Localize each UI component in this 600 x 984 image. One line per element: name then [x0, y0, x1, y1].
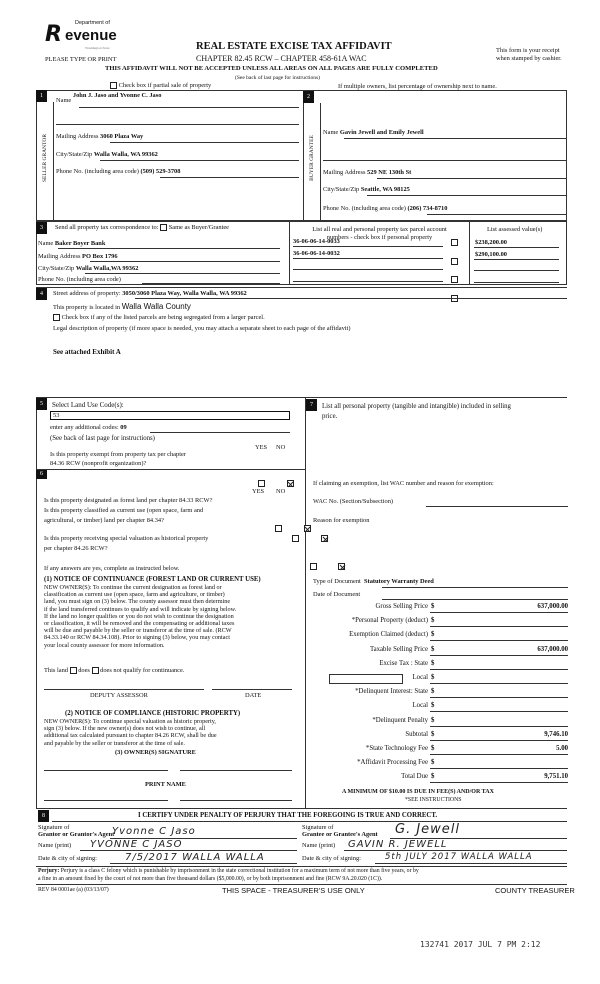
current-use-yes-checkbox[interactable] — [292, 535, 299, 542]
deputy-signature-line[interactable] — [44, 689, 204, 690]
label: Mailing Address — [56, 133, 99, 140]
underline — [474, 282, 559, 283]
fee-label: Gross Selling Price — [375, 603, 428, 610]
s3-name-row — [38, 240, 105, 247]
fee-label: Taxable Selling Price — [369, 645, 428, 653]
underline — [430, 655, 568, 656]
divider — [469, 221, 470, 285]
divider — [36, 469, 305, 470]
label: Same as Buyer/Grantee — [168, 224, 230, 231]
fee-label: *Personal Property (deduct) — [351, 617, 428, 625]
receipt-line: when stamped by cashier. — [496, 54, 562, 62]
assessed-value[interactable]: $238,200.00 — [475, 239, 507, 246]
owner-signature-line[interactable] — [44, 770, 168, 771]
chapter-line: CHAPTER 82.45 RCW – CHAPTER 458-61A WAC — [196, 54, 367, 63]
logo-main: evenue — [65, 27, 117, 44]
section-4-number: 4 — [36, 288, 47, 300]
label: Phone No. (including area code) — [323, 205, 406, 212]
label: Perjury: — [38, 868, 60, 874]
seller-name-label: Name — [56, 97, 72, 104]
current-use-q — [44, 506, 203, 526]
section-7-number: 7 — [306, 399, 317, 411]
grantor-name[interactable]: YVONNE C JASO — [90, 839, 183, 850]
form-revision: REV 84 0001ae (a) (03/13/07) — [38, 887, 109, 893]
buyer-mail[interactable]: 529 NE 130th St — [367, 169, 412, 176]
underline — [427, 214, 566, 215]
underline — [150, 432, 290, 433]
label: Perjury is a class C felony which is punishable by imprisonment in the state correctional institution for a maximum term of not more than five years, or by — [60, 868, 419, 874]
county[interactable]: Walla Walla County — [121, 302, 191, 311]
street-address[interactable]: 3050/3060 Plaza Way, Walla Walla, WA 99362 — [122, 290, 247, 297]
reason-label: Reason for exemption — [313, 517, 370, 524]
print-name-line[interactable] — [180, 800, 292, 801]
underline — [382, 587, 568, 588]
underline — [430, 740, 568, 741]
currency-sign: $ — [431, 702, 435, 710]
logo-sub: Washington State — [85, 46, 110, 50]
does-checkbox[interactable] — [70, 667, 77, 674]
section-3-number: 3 — [36, 222, 47, 234]
divider — [320, 103, 321, 221]
notice2-title: (2) NOTICE OF COMPLIANCE (HISTORIC PROPERTY) — [65, 710, 241, 717]
seller-city[interactable]: Walla Walla, WA 99362 — [93, 151, 158, 158]
fee-label: Excise Tax : State — [379, 659, 428, 667]
currency-sign: $ — [431, 745, 435, 752]
divider — [305, 397, 306, 808]
local-box[interactable] — [329, 674, 403, 684]
s5-see-back: (See back of last page for instructions) — [50, 435, 155, 442]
street-row — [53, 290, 247, 297]
seller-mail-row — [56, 133, 143, 140]
underline — [474, 247, 559, 248]
underline — [323, 160, 566, 161]
this-land-row — [44, 667, 184, 674]
additional-codes[interactable]: 09 — [120, 424, 127, 431]
underline — [375, 863, 567, 864]
perjury-text — [38, 868, 419, 883]
underline — [135, 298, 567, 299]
notice1-text — [44, 584, 236, 649]
notice-line: your local county assessor for more information. — [44, 641, 165, 649]
forest-q: Is this property designated as forest land per chapter 84.33 RCW? — [44, 497, 213, 504]
grantor-date-label: Date & city of signing: — [38, 855, 97, 862]
notice-line: additional tax calculated pursuant to chapter 84.26 RCW, shall be due — [44, 732, 217, 740]
fee-value[interactable]: 637,000.00 — [537, 645, 568, 653]
fee-label: Local — [412, 674, 428, 681]
s3-name[interactable]: Baker Boyer Bank — [54, 240, 106, 247]
partial-sale-checkbox[interactable] — [110, 82, 117, 89]
partial-sale — [110, 82, 211, 89]
grantor-sig-label — [38, 824, 114, 838]
label: price. — [322, 413, 338, 420]
grantee-signature[interactable]: G. Jewell — [395, 822, 461, 837]
see-back: (See back of last page for instructions) — [235, 75, 320, 81]
land-use-code[interactable]: 53 — [50, 411, 290, 420]
personal-property-label — [322, 402, 511, 422]
label: Phone No. (including area code) — [56, 168, 139, 175]
underline — [430, 697, 568, 698]
forest-yes-checkbox[interactable] — [275, 525, 282, 532]
underline — [430, 768, 568, 769]
underline — [293, 269, 443, 270]
underline — [344, 850, 567, 851]
notice-line: NEW OWNER(S): To continue the current designation as forest land or — [44, 584, 222, 591]
buyer-name-row — [323, 129, 424, 136]
label: enter any additional codes: — [50, 424, 119, 431]
s3-city-row — [38, 265, 138, 272]
yes-header: YES — [255, 444, 268, 451]
grantee-sig-label — [302, 824, 378, 838]
currency-sign: $ — [431, 674, 435, 681]
owner-signature-line[interactable] — [180, 770, 292, 771]
owner-signature-label: (3) OWNER(S) SIGNATURE — [115, 749, 196, 756]
section-1-number: 1 — [36, 90, 47, 102]
forest-no-checkbox[interactable] — [304, 525, 311, 532]
label: City/State/Zip — [56, 151, 93, 158]
label: City/State/Zip — [323, 186, 360, 193]
segregated-row — [53, 314, 265, 321]
buyer-name[interactable]: Gavin Jewell and Emily Jewell — [339, 129, 424, 136]
date-label: DATE — [245, 692, 262, 699]
label: City/State/Zip — [38, 265, 75, 272]
notice-line: will be due and payable by the seller or transferor at the time of sale. (RCW — [44, 627, 232, 635]
exempt-yes-checkbox[interactable] — [258, 480, 265, 487]
divider — [36, 866, 567, 867]
logo-letter: R — [45, 22, 62, 47]
doc-type-row — [313, 578, 434, 585]
section-6-number: 6 — [36, 470, 47, 479]
underline — [58, 248, 280, 249]
legal-description[interactable]: See attached Exhibit A — [53, 348, 121, 356]
divider — [52, 821, 567, 822]
divider — [36, 808, 567, 809]
s3-phone-row — [38, 276, 121, 283]
currency-sign: $ — [431, 730, 435, 738]
seller-phone-row — [56, 168, 180, 175]
doc-date-label: Date of Document — [313, 591, 361, 598]
fee-value[interactable]: 5.00 — [556, 745, 568, 752]
label: Grantor or Grantor's Agent — [38, 831, 115, 838]
underline — [56, 124, 299, 125]
buyer-phone[interactable]: (206) 734-8710 — [407, 205, 448, 212]
fee-label: Local — [412, 702, 428, 710]
label: List all real and personal property tax parcel account — [312, 226, 447, 233]
doc-date-input[interactable] — [382, 599, 568, 600]
notice-line: or classification, it will be removed and the compensating or additional taxes — [44, 620, 235, 628]
notice-line: NEW OWNER(S): To continue special valuation as historic property, — [44, 718, 216, 725]
label: Is this property receiving special valuation as historical property — [44, 535, 209, 542]
grantee-name[interactable]: GAVIN R. JEWELL — [348, 839, 448, 850]
exempt-q — [50, 451, 186, 468]
label: Street address of property: — [53, 290, 121, 297]
underline — [79, 107, 299, 108]
divider — [36, 884, 567, 885]
label: Is this property exempt from property tax per chapter — [50, 451, 186, 458]
section-2-number: 2 — [303, 91, 314, 103]
buyer-mail-row — [323, 169, 411, 176]
section-8-number: 8 — [38, 810, 49, 822]
underline — [430, 711, 568, 712]
grantor-date[interactable]: 7/5/2017 WALLA WALLA — [125, 852, 265, 863]
grantee-name-label: Name (print) — [302, 842, 336, 849]
no-header: NO — [276, 488, 286, 495]
fee-label: *Affidavit Processing Fee — [357, 759, 428, 767]
fee-value[interactable]: 9,751.10 — [544, 773, 568, 781]
notice-line: If the land no longer qualifies or you do not wish to continue the designation — [44, 612, 234, 620]
current-use-no-checkbox[interactable] — [321, 535, 328, 542]
no-header: NO — [276, 444, 286, 451]
label: Type of Document — [313, 578, 361, 585]
recording-stamp: 132741 2017 JUL 7 PM 2:12 — [420, 940, 541, 949]
notice-line: if the land transferred continues to qualify and will indicate by signing below. — [44, 605, 237, 613]
print-name-label: PRINT NAME — [145, 781, 186, 788]
underline — [430, 612, 568, 613]
notice-line: land, you must sign on (3) below. The county assessor must then determine — [44, 598, 231, 606]
underline — [430, 669, 568, 670]
underline — [430, 726, 568, 727]
s3-city[interactable]: Walla Walla,WA 99362 — [75, 265, 139, 272]
buyer-side-label: BUYER GRANTEE — [309, 135, 315, 181]
section-5-number: 5 — [36, 398, 47, 410]
see-instructions: *SEE INSTRUCTIONS — [405, 797, 462, 803]
divider — [36, 287, 567, 288]
treasurer-use: THIS SPACE - TREASURER'S USE ONLY — [222, 886, 365, 895]
currency-sign: $ — [431, 659, 435, 667]
fee-value[interactable]: 637,000.00 — [537, 603, 568, 610]
grantee-date-label: Date & city of signing: — [302, 855, 361, 862]
notice1-title: (1) NOTICE OF CONTINUANCE (FOREST LAND OR CURRENT USE) — [44, 576, 261, 583]
currency-sign: $ — [431, 688, 435, 696]
underline — [85, 273, 280, 274]
notice-line: classification as current use (open space, farm and agriculture, or timber) — [44, 591, 225, 599]
label: Signature of — [302, 824, 334, 831]
grantor-signature[interactable]: Yvonne C Jaso — [112, 826, 196, 837]
label: Name — [323, 129, 339, 136]
underline — [160, 177, 299, 178]
underline — [430, 782, 568, 783]
currency-sign: $ — [431, 617, 435, 625]
personal-property-checkbox[interactable] — [451, 276, 458, 283]
receipt-note — [496, 47, 562, 62]
grantor-name-label: Name (print) — [38, 842, 72, 849]
label: per chapter 84.26 RCW? — [44, 545, 108, 552]
exemption-label: If claiming an exemption, list WAC number and reason for exemption: — [313, 480, 494, 487]
fee-label: Total Due — [401, 773, 428, 781]
deputy-label: DEPUTY ASSESSOR — [90, 692, 148, 699]
label: Signature of — [38, 824, 70, 831]
if-yes-note: If any answers are yes, complete as instructed below. — [44, 565, 180, 572]
underline — [474, 259, 559, 260]
notice-line: and payable by the seller or transferor at the time of sale. — [44, 739, 185, 747]
print-name-line[interactable] — [44, 800, 168, 801]
buyer-phone-row — [323, 205, 447, 212]
divider — [36, 397, 567, 398]
underline — [293, 281, 443, 282]
same-as-buyer-checkbox[interactable] — [160, 224, 167, 231]
fee-label: *State Technology Fee — [365, 745, 428, 752]
divider — [303, 90, 304, 221]
underline — [367, 195, 566, 196]
notice2-text — [44, 718, 217, 747]
label: a fine in an amount fixed by the court of not more than five thousand dollars ($5,000.00), or by both imprisonment and fine (RCW 9A.20.020 (1C)). — [38, 875, 383, 882]
minimum-note: A MINIMUM OF $10.00 IS DUE IN FEE(S) AND/OR TAX — [342, 789, 494, 795]
seller-name[interactable]: John J. Jaso and Yvonne C. Jaso — [72, 92, 162, 99]
underline — [430, 754, 568, 755]
underline — [430, 683, 568, 684]
date-line[interactable] — [212, 689, 292, 690]
label: Is this property classified as current use (open space, farm and — [44, 507, 204, 514]
exempt-no-checkbox[interactable] — [287, 480, 294, 487]
receipt-line: This form is your receipt — [496, 47, 560, 54]
underline — [110, 142, 299, 143]
divider — [53, 102, 54, 221]
personal-property-checkbox[interactable] — [451, 258, 458, 265]
does-not-checkbox[interactable] — [92, 667, 99, 674]
s3-phone-input[interactable] — [142, 283, 280, 284]
page-title: REAL ESTATE EXCISE TAX AFFIDAVIT — [196, 41, 392, 52]
label: Mailing Address — [323, 169, 366, 176]
currency-sign: $ — [431, 631, 435, 639]
logo-top: Department of — [75, 20, 110, 26]
label: agricultural, or timber) land per chapter 84.34? — [44, 517, 164, 524]
s3-mail-row — [38, 253, 118, 260]
currency-sign: $ — [431, 603, 435, 610]
underline — [110, 863, 297, 864]
label: List all personal property (tangible and intangible) included in selling — [322, 403, 511, 410]
label: Check box if any of the listed parcels are being segregated from a larger parcel. — [61, 314, 265, 321]
fee-label: *Delinquent Penalty — [372, 716, 428, 724]
buyer-city[interactable]: Seattle, WA 98125 — [360, 186, 410, 193]
underline — [100, 160, 299, 161]
underline — [293, 246, 443, 247]
historic-yes-checkbox[interactable] — [310, 563, 317, 570]
send-correspondence — [55, 224, 229, 231]
s3-mail[interactable]: PO Box 1796 — [82, 253, 118, 260]
seller-city-row — [56, 151, 158, 158]
underline — [430, 626, 568, 627]
underline — [474, 270, 559, 271]
logo — [45, 20, 125, 56]
county-treasurer: COUNTY TREASURER — [495, 886, 575, 895]
yes-header: YES — [252, 488, 265, 495]
grantee-date[interactable]: 5th JULY 2017 WALLA WALLA — [385, 852, 533, 862]
doc-type[interactable]: Statutory Warranty Deed — [364, 578, 434, 585]
label: This land — [44, 667, 68, 674]
located-row — [53, 302, 191, 311]
please-type: PLEASE TYPE OR PRINT — [45, 56, 117, 63]
underline — [293, 258, 443, 259]
label: Name — [38, 240, 54, 247]
label: Send all property tax correspondence to: — [55, 224, 159, 231]
fee-value[interactable]: 9,746.10 — [544, 730, 568, 738]
notice-line: sign (3) below. If the new owner(s) does not wish to continue, all — [44, 725, 206, 733]
value-header: List assessed value(s) — [487, 226, 543, 233]
underline — [80, 850, 297, 851]
currency-sign: $ — [431, 716, 435, 724]
seller-mail[interactable]: 3060 Plaza Way — [100, 133, 144, 140]
segregated-checkbox[interactable] — [53, 314, 60, 321]
label: does not qualify for continuance. — [100, 667, 185, 674]
underline — [377, 178, 566, 179]
wac-label: WAC No. (Section/Subsection) — [313, 498, 394, 505]
label: does — [78, 667, 90, 674]
historic-no-checkbox[interactable] — [338, 563, 345, 570]
parcel-number[interactable]: 36-06-06-14-0033 — [293, 238, 340, 245]
underline — [430, 640, 568, 641]
personal-property-checkbox[interactable] — [451, 239, 458, 246]
historic-q — [44, 534, 208, 554]
currency-sign: $ — [431, 759, 435, 767]
label: Grantee or Grantee's Agent — [302, 831, 378, 838]
buyer-city-row — [323, 186, 410, 193]
label: numbers - check box if personal property — [326, 234, 433, 241]
label: Mailing Address — [38, 253, 81, 260]
notice-line: 84.33.140 or RCW 84.34.108). Prior to signing (3) below, you may contact — [44, 634, 230, 642]
partial-sale-label: Check box if partial sale of property — [118, 82, 212, 89]
multiple-owners-note: If multiple owners, list percentage of ownership next to name. — [338, 83, 497, 90]
divider — [289, 221, 290, 285]
underline — [344, 138, 566, 139]
label: 84.36 RCW (nonprofit organization)? — [50, 459, 147, 467]
legal-label: Legal description of property (if more space is needed, you may attach a separate sheet to each page of the affidavit) — [53, 325, 351, 332]
fee-label: *Delinquent Interest: State — [355, 688, 428, 696]
currency-sign: $ — [431, 645, 435, 653]
wac-input[interactable] — [426, 506, 568, 507]
fee-label: Subtotal — [405, 730, 428, 738]
assessed-value[interactable]: $290,100.00 — [475, 250, 507, 258]
seller-phone[interactable]: (509) 529-3708 — [140, 168, 181, 175]
label: This property is located in — [53, 304, 121, 311]
land-use-label: Select Land Use Code(s): — [52, 401, 124, 409]
seller-side-label: SELLER GRANTOR — [42, 133, 48, 183]
certify: I CERTIFY UNDER PENALTY OF PERJURY THAT THE FOREGOING IS TRUE AND CORRECT. — [138, 812, 438, 819]
fee-label: Exemption Claimed (deduct) — [349, 631, 428, 639]
parcel-number[interactable]: 36-06-06-14-0032 — [293, 249, 340, 257]
currency-sign: $ — [431, 773, 435, 781]
label: Phone No. (including area code) — [38, 276, 121, 283]
warning: THIS AFFIDAVIT WILL NOT BE ACCEPTED UNLESS ALL AREAS ON ALL PAGES ARE FULLY COMPLETED — [105, 65, 438, 72]
seller-name-row — [56, 92, 162, 104]
divider — [36, 397, 37, 808]
additional-codes-row — [50, 424, 127, 431]
underline — [90, 261, 280, 262]
